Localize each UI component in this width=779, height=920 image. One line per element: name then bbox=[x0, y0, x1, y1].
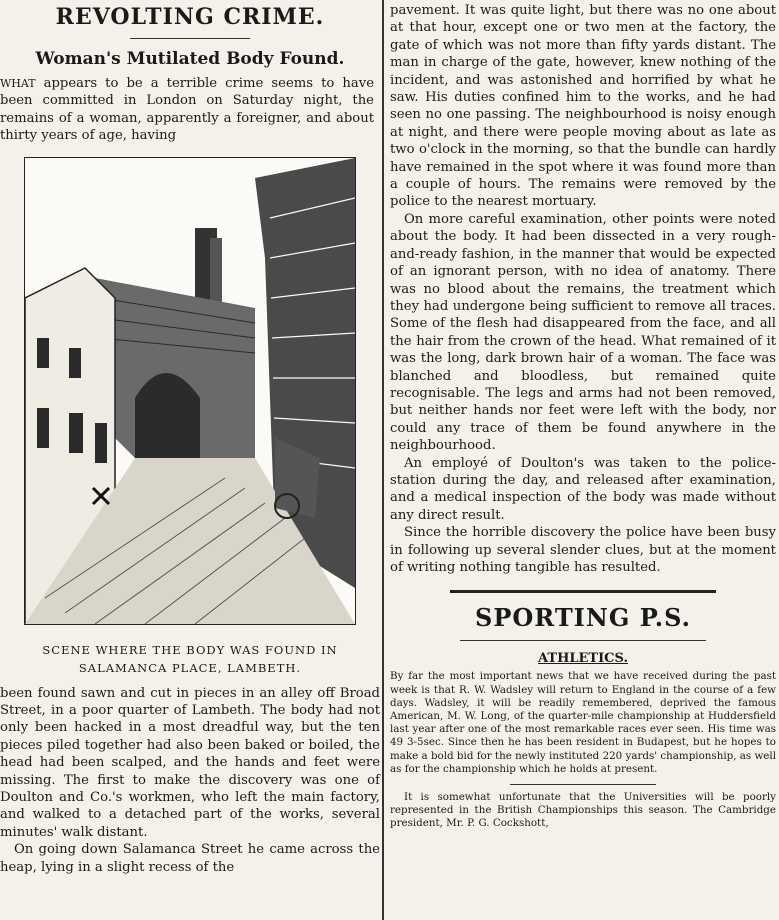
sporting-divider bbox=[510, 784, 656, 785]
sporting-paragraph: It is somewhat unfortunate that the Universities will be poorly represented in the British Championships this season. The Cambridge president, Mr. P. G. Cockshott, bbox=[390, 791, 776, 830]
article-intro bbox=[0, 75, 380, 145]
caption-line-1: SCENE WHERE THE BODY WAS FOUND IN bbox=[42, 642, 338, 657]
article-paragraph: been found sawn and cut in pieces in an alley off Broad Street, in a poor quarter of Lambeth. The body had not only been hacked in a most dreadful way, but the ten pieces piled together had also been baked or boiled, the head had been scalped, and the hands and feet were missing. The first to make the discovery was one of Doulton and Co.'s workmen, who left the main factory, and walked to a detached part of the works, several minutes' walk distant. bbox=[0, 685, 380, 840]
headline-rule bbox=[130, 38, 250, 39]
article-paragraph: An employé of Doulton's was taken to the police-station during the day, and released after examination, and a medical inspection of the body was made without any direct result. bbox=[390, 455, 776, 523]
article-paragraph: On more careful examination, other points were noted about the body. It had been dissected in a very rough-and-ready fashion, in the manner that would be expected of an ignorant person, with no idea of anatomy. There was no blood about the remains, the treatment which they had undergone being sufficient to remove all traces. Some of the flesh had disappeared from the face, and all the hair from the crown of the head. What remained of it was the long, dark brown hair of a woman. The face was blanched and bloodless, but remained quite recognisable. The legs and arms had not been removed, but neither hands nor feet were left with the body, nor could any trace of them be found anywhere in the neighbourhood. bbox=[390, 211, 776, 454]
left-column bbox=[0, 0, 380, 876]
sporting-section-heading: ATHLETICS. bbox=[538, 651, 628, 667]
caption-line-2: SALAMANCA PLACE, LAMBETH. bbox=[78, 660, 302, 675]
intro-lead: WHAT bbox=[0, 77, 36, 90]
illustration-caption bbox=[0, 641, 380, 677]
alley-engraving bbox=[25, 158, 355, 624]
right-column bbox=[390, 0, 776, 831]
sporting-paragraph: By far the most important news that we have received during the past week is that R. W. Wadsley will return to England in the course of a few days. Wadsley, it will be readily remembered, deprived the famous American, M. W. Long, of the quarter-mile championship at Huddersfield last year after one of the most remarkable races ever seen. His time was 49 3-5sec. Since then he has been resident in Budapest, but he hopes to make a bold bid for the newly instituted 220 yards' championship, as well as for the championship which he holds at present. bbox=[390, 670, 776, 775]
intro-text: appears to be a terrible crime seems to have been committed in London on Saturday night, the remains of a woman, apparently a foreigner, and about thirty years of age, having bbox=[0, 76, 374, 144]
article-headline: REVOLTING CRIME. bbox=[55, 4, 325, 30]
column-divider bbox=[382, 0, 384, 920]
article-paragraph: On going down Salamanca Street he came across the heap, lying in a slight recess of the bbox=[0, 842, 380, 875]
article-subheadline: Woman's Mutilated Body Found. bbox=[35, 49, 345, 69]
street-illustration bbox=[24, 157, 356, 625]
article-paragraph: pavement. It was quite light, but there was no one about at that hour, except one or two men at the factory, the gate of which was not more than fifty yards distant. The man in charge of the gate, however, knew nothing of the incident, and was astonished and horrified by what he saw. His duties confined him to the works, and he had seen no one passing. The neighbourhood is noisy enough at night, and there were people moving about as late as two o'clock in the morning, so that the bundle can hardly have remained in the spot where it was found more than a couple of hours. The remains were removed by the police to the nearest mortuary. bbox=[390, 3, 776, 210]
section-rule bbox=[450, 590, 716, 593]
sporting-rule bbox=[460, 640, 706, 641]
sporting-title: SPORTING P.S. bbox=[475, 603, 691, 633]
article-paragraph: Since the horrible discovery the police have been busy in following up several slender clues, but at the moment of writing nothing tangible has resulted. bbox=[390, 525, 776, 575]
